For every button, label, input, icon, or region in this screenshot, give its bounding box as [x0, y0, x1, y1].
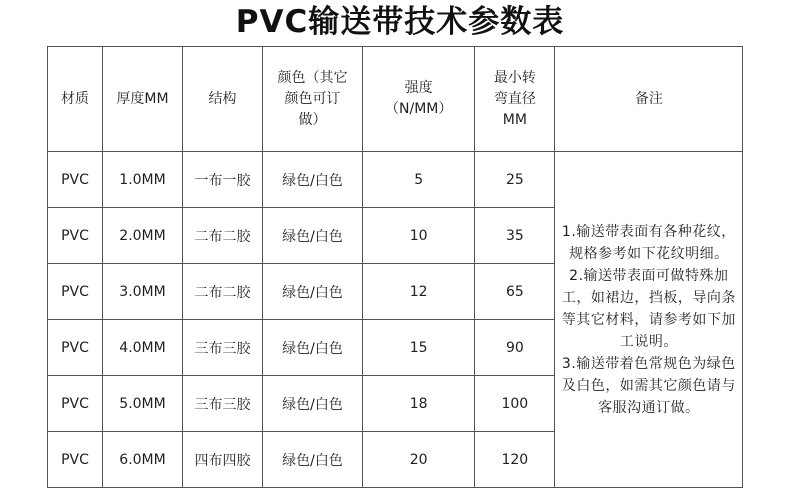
cell-min-bend-diameter: 25 [475, 152, 555, 208]
cell-min-bend-diameter: 90 [475, 320, 555, 376]
cell-min-bend-diameter: 100 [475, 376, 555, 432]
cell-color: 绿色/白色 [263, 264, 363, 320]
table-header-row [48, 47, 743, 152]
header-min-bend-diameter: 最小转弯直径MM [475, 47, 555, 152]
page-title: PVC输送带技术参数表 [235, 4, 565, 40]
header-structure: 结构 [183, 47, 263, 152]
remark-2: 2.输送带表面可做特殊加工，如裙边，挡板，导向条等其它材料，请参考如下加工说明。 [561, 267, 736, 350]
cell-material: PVC [48, 432, 103, 488]
cell-color: 绿色/白色 [263, 208, 363, 264]
cell-strength: 12 [363, 264, 475, 320]
cell-color: 绿色/白色 [263, 432, 363, 488]
cell-material: PVC [48, 264, 103, 320]
spec-table [47, 46, 743, 488]
cell-structure: 二布二胶 [183, 208, 263, 264]
cell-thickness: 3.0MM [103, 264, 183, 320]
cell-strength: 5 [363, 152, 475, 208]
cell-thickness: 6.0MM [103, 432, 183, 488]
cell-min-bend-diameter: 120 [475, 432, 555, 488]
cell-material: PVC [48, 152, 103, 208]
header-thickness: 厚度MM [103, 47, 183, 152]
cell-structure: 二布二胶 [183, 264, 263, 320]
cell-thickness: 1.0MM [103, 152, 183, 208]
cell-structure: 三布三胶 [183, 320, 263, 376]
header-strength: 强度（N/MM） [363, 47, 475, 152]
cell-material: PVC [48, 320, 103, 376]
cell-min-bend-diameter: 35 [475, 208, 555, 264]
cell-strength: 10 [363, 208, 475, 264]
cell-material: PVC [48, 208, 103, 264]
header-material: 材质 [48, 47, 103, 152]
cell-strength: 20 [363, 432, 475, 488]
cell-structure: 三布三胶 [183, 376, 263, 432]
header-color: 颜色（其它颜色可订做） [263, 47, 363, 152]
table-row [48, 152, 743, 208]
remark-3: 3.输送带着色常规色为绿色及白色，如需其它颜色请与客服沟通订做。 [561, 355, 736, 416]
cell-min-bend-diameter: 65 [475, 264, 555, 320]
cell-strength: 15 [363, 320, 475, 376]
cell-material: PVC [48, 376, 103, 432]
cell-strength: 18 [363, 376, 475, 432]
cell-color: 绿色/白色 [263, 320, 363, 376]
cell-thickness: 5.0MM [103, 376, 183, 432]
cell-thickness: 2.0MM [103, 208, 183, 264]
cell-color: 绿色/白色 [263, 152, 363, 208]
remark-1: 1.输送带表面有各种花纹，规格参考如下花纹明细。 [561, 223, 736, 262]
cell-structure: 四布四胶 [183, 432, 263, 488]
remarks-cell [555, 152, 743, 488]
cell-structure: 一布一胶 [183, 152, 263, 208]
cell-thickness: 4.0MM [103, 320, 183, 376]
header-remarks: 备注 [555, 47, 743, 152]
cell-color: 绿色/白色 [263, 376, 363, 432]
